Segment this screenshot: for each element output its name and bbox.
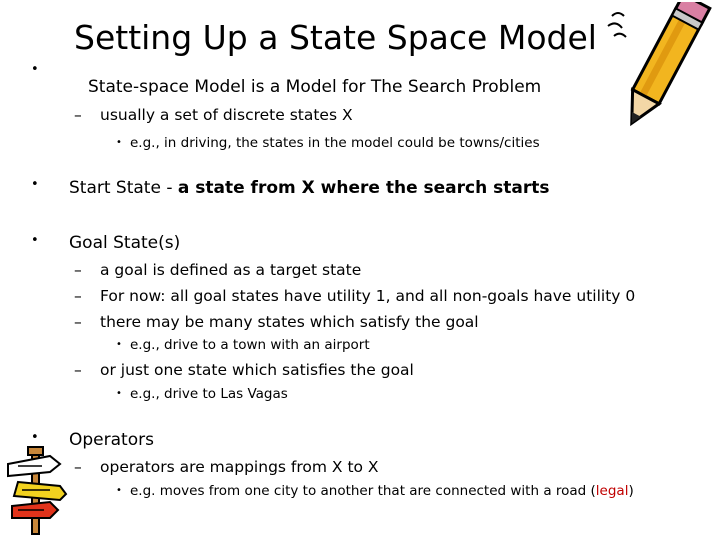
example-road-moves: [116, 482, 634, 500]
example-text: e.g., in driving, the states in the model could be towns/cities: [130, 135, 540, 151]
signpost-clipart-icon: [4, 446, 70, 538]
bullet-marker: •: [31, 177, 39, 192]
bullet-marker: •: [116, 137, 122, 148]
bullet-marker: •: [116, 339, 122, 350]
example-text-prefix: e.g. moves from one city to another that are connected with a road (: [130, 483, 596, 499]
legal-highlight: legal: [595, 483, 629, 499]
example-text: e.g., drive to a town with an airport: [130, 337, 370, 353]
example-airport: [116, 336, 370, 354]
bullet-state-space-model: State-space Model is a Model for The Search Problem: [88, 77, 542, 97]
sub-bullet-text: or just one state which satisfies the goal: [100, 361, 414, 379]
dash-marker: –: [74, 261, 82, 279]
start-state-definition: a state from X where the search starts: [177, 178, 550, 198]
dash-marker: –: [74, 313, 82, 331]
dash-marker: –: [74, 106, 82, 124]
dash-marker: –: [74, 287, 82, 305]
sub-bullet-operators-mapping: [74, 456, 379, 478]
bullet-marker: •: [31, 62, 39, 77]
example-las-vagas: [116, 385, 288, 403]
start-state-label: Start State -: [69, 178, 178, 198]
bullet-marker: •: [116, 485, 122, 496]
bullet-marker: •: [31, 233, 39, 248]
bullet-marker: •: [31, 430, 39, 445]
sub-bullet-text: operators are mappings from X to X: [100, 458, 379, 476]
dash-marker: –: [74, 361, 82, 379]
sub-bullet-text: For now: all goal states have utility 1, and all non-goals have utility 0: [100, 287, 636, 305]
bullet-goal-states: Goal State(s): [69, 233, 181, 253]
sub-bullet-text: there may be many states which satisfy the goal: [100, 313, 479, 331]
bullet-marker: •: [116, 388, 122, 399]
sub-bullet-text: a goal is defined as a target state: [100, 261, 362, 279]
example-text-suffix: ): [628, 483, 634, 499]
sub-bullet-many-states: [74, 311, 479, 333]
bullet-operators: Operators: [69, 430, 154, 450]
sub-bullet-text: usually a set of discrete states X: [100, 106, 353, 124]
pencil-clipart-icon: [600, 2, 718, 142]
sub-bullet-one-state: [74, 359, 414, 381]
example-driving-towns: [116, 134, 540, 152]
dash-marker: –: [74, 458, 82, 476]
sub-bullet-goal-target: [74, 259, 361, 281]
example-text: e.g., drive to Las Vagas: [130, 386, 288, 402]
slide-title: Setting Up a State Space Model: [74, 18, 597, 57]
sub-bullet-goal-utility: [74, 285, 635, 307]
bullet-start-state: [69, 177, 549, 199]
sub-bullet-discrete-states: [74, 104, 353, 126]
